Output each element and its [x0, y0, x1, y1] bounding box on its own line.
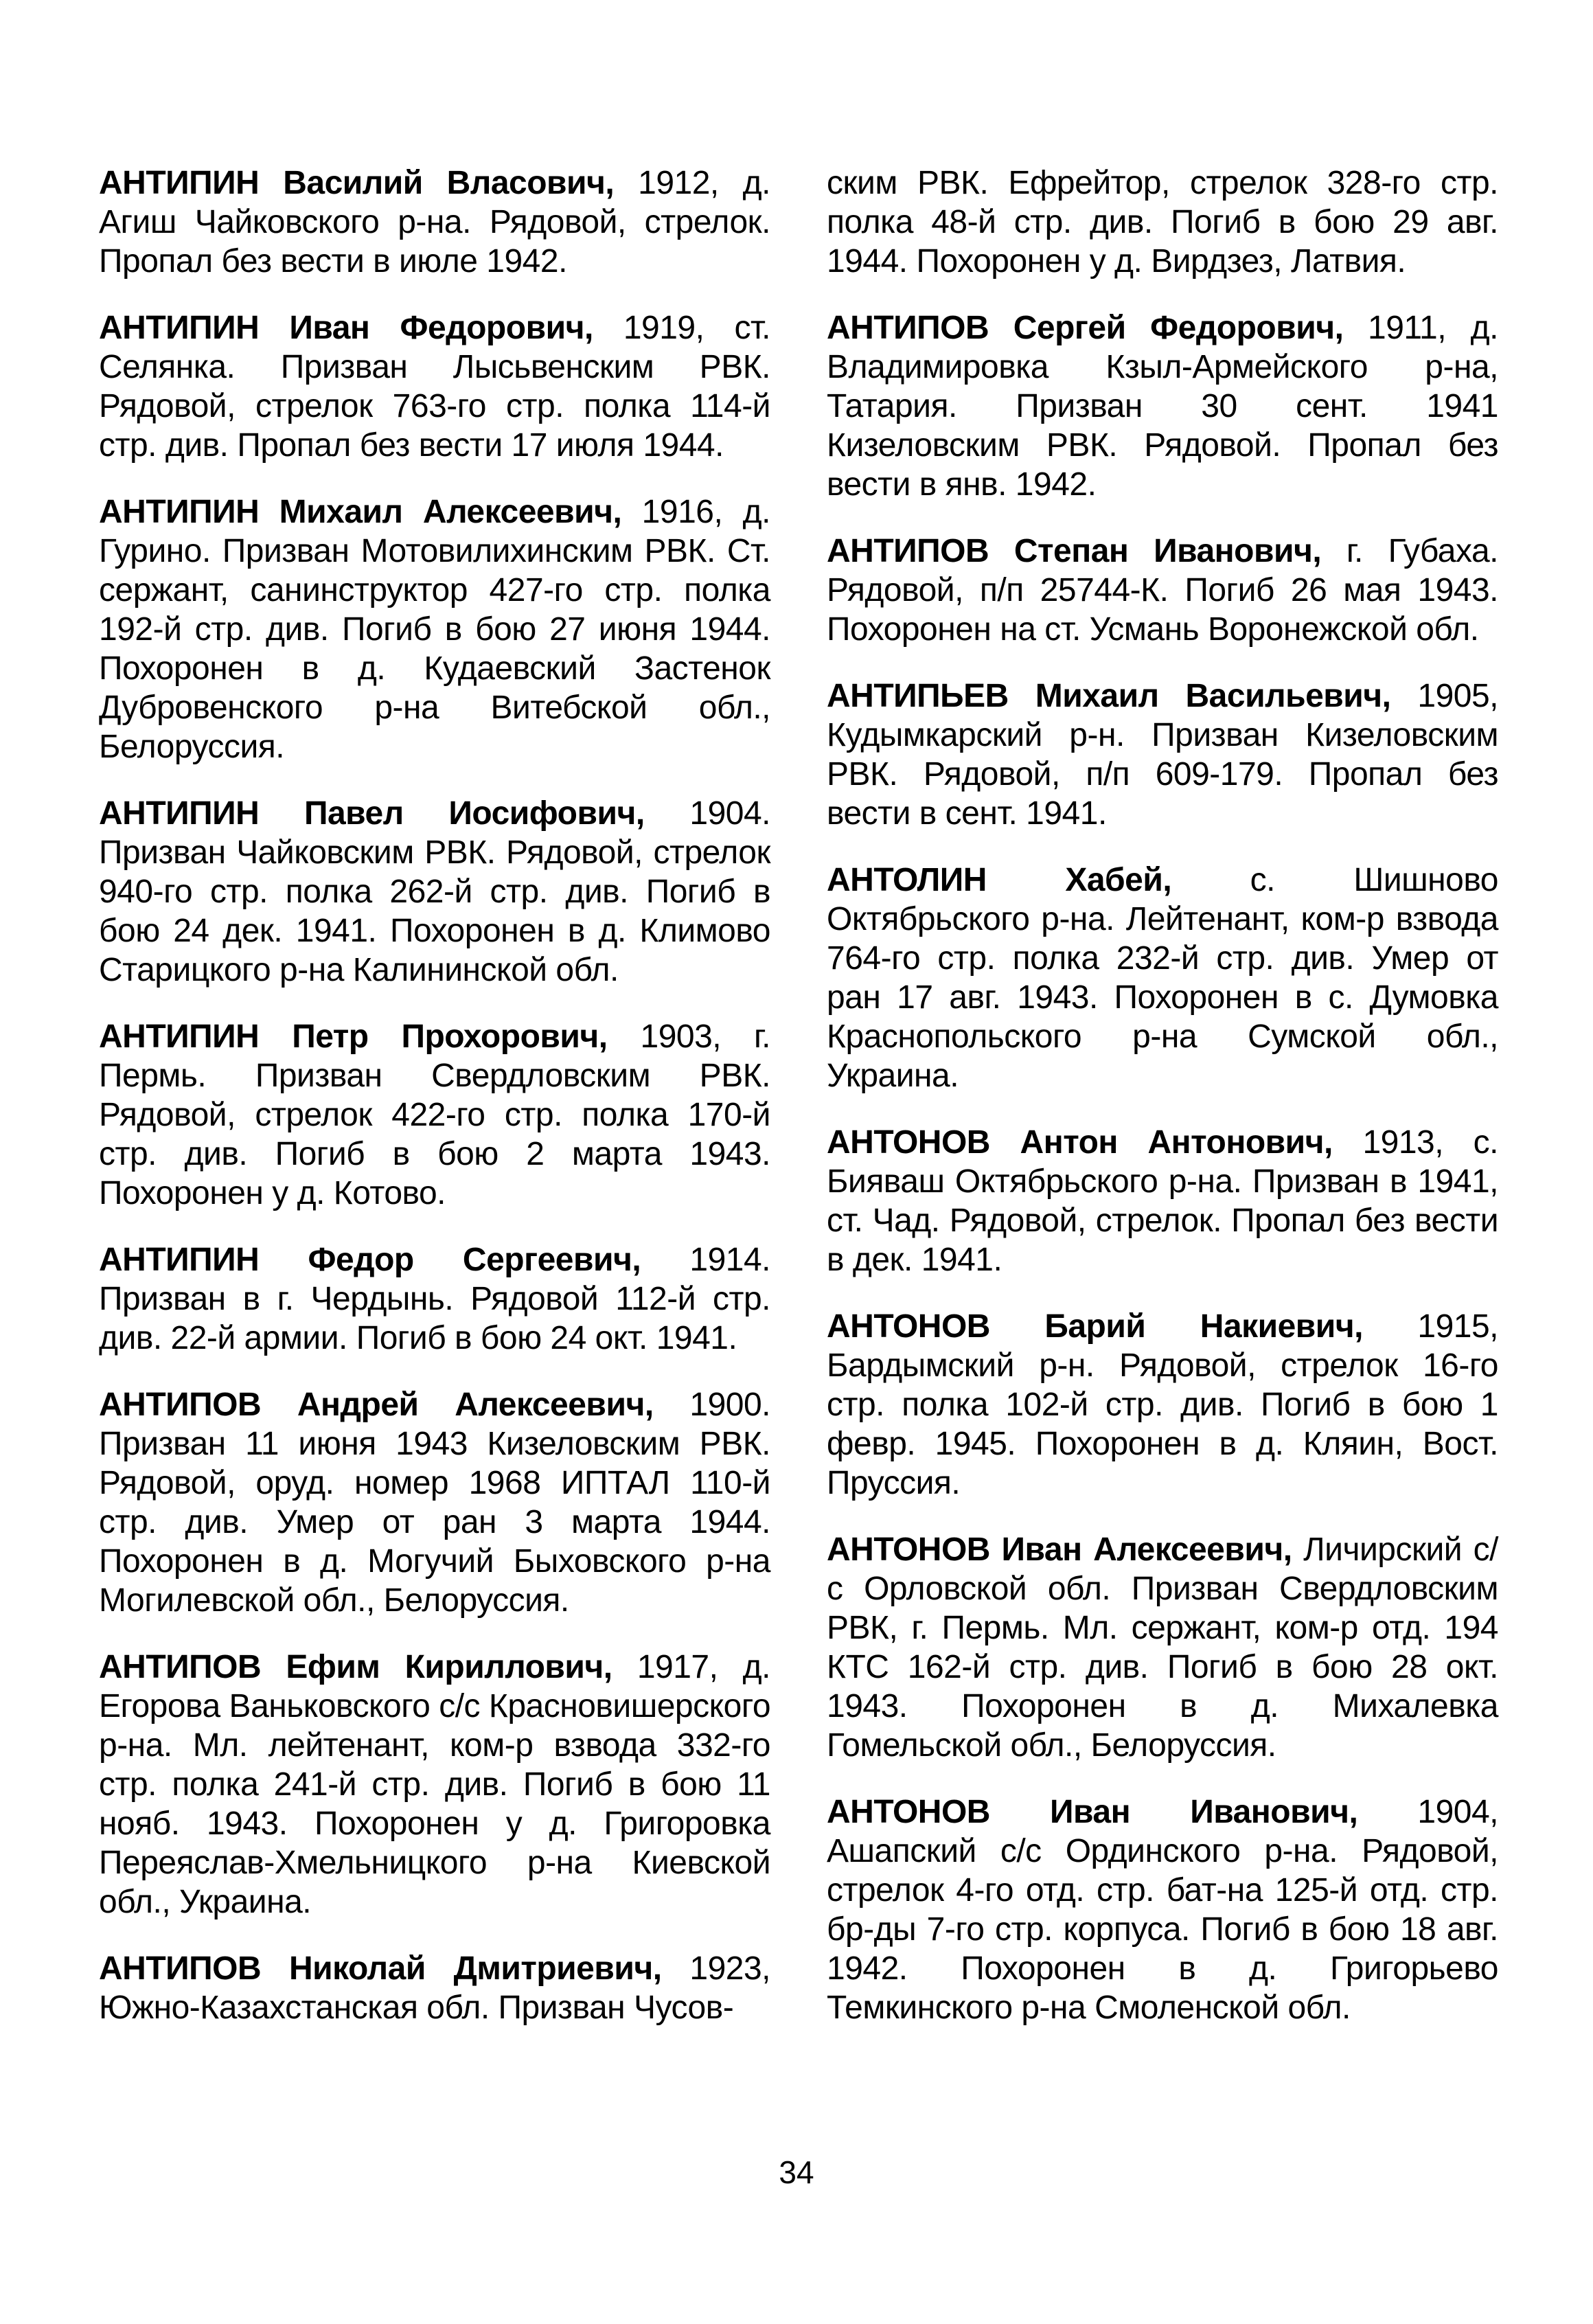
memorial-entry	[99, 1240, 770, 1358]
memorial-entry	[827, 1307, 1498, 1503]
entry-name: АНТОНОВ Барий Накиевич,	[827, 1308, 1364, 1345]
entry-name: АНТИПИН Петр Прохорович,	[99, 1018, 608, 1055]
memorial-entry	[99, 1017, 770, 1213]
entry-details: 1900. Призван 11 июня 1943 Кизеловским РВК. Рядовой, оруд. номер 1968 ИПТАЛ 110-й стр. див. Умер от ран 3 марта 1944. Похоронен в д. Могучий Быховского р-на Могилевской обл., Белоруссия.	[99, 1387, 770, 1619]
entry-name: АНТОНОВ Иван Алексеевич,	[827, 1531, 1292, 1568]
entry-details: 1905, Кудымкарский р-н. Призван Кизеловским РВК. Рядовой, п/п 609-179. Пропал без вести в сент. 1941.	[827, 678, 1498, 832]
memorial-entry	[99, 1949, 770, 2027]
entry-details: 1919, ст. Селянка. Призван Лысьвенским РВК. Рядовой, стрелок 763-го стр. полка 114-й стр. див. Пропал без вести 17 июля 1944.	[99, 310, 770, 464]
entry-details: 1912, д. Агиш Чайковского р-на. Рядовой, стрелок. Пропал без вести в июле 1942.	[99, 165, 770, 280]
entry-details: 1916, д. Гурино. Призван Мотовилихинским РВК. Ст. сержант, санинструктор 427-го стр. полка 192-й стр. див. Погиб в бою 27 июня 1944. Похоронен в д. Кудаевский Застенок Дубровенского р-на Витебской обл., Белоруссия.	[99, 494, 770, 765]
entry-name: АНТИПОВ Степан Иванович,	[827, 533, 1322, 569]
memorial-entry	[827, 532, 1498, 649]
memorial-entry	[99, 163, 770, 281]
memorial-entry	[99, 308, 770, 465]
entry-details: 1914. Призван в г. Чердынь. Рядовой 112-й стр. див. 22-й армии. Погиб в бою 24 окт. 1941.	[99, 1242, 771, 1356]
entry-name: АНТИПИН Федор Сергеевич,	[99, 1242, 641, 1278]
entry-details: с. Шишново Октябрьского р-на. Лейтенант, ком-р взвода 764-го стр. полка 232-й стр. див. Умер от ран 17 авг. 1943. Похоронен в с. Думовка Краснопольского р-на Сумской обл., Украина.	[827, 862, 1498, 1094]
right-column	[827, 163, 1498, 2055]
entry-name: АНТИПИН Иван Федорович,	[99, 310, 593, 346]
memorial-entry	[99, 794, 770, 990]
memorial-entry	[99, 1385, 770, 1620]
entry-name: АНТИПОВ Сергей Федорович,	[827, 310, 1344, 346]
page-number: 34	[779, 2154, 814, 2190]
entry-details: 1915, Бардымский р-н. Рядовой, стрелок 16-го стр. полка 102-й стр. див. Погиб в бою 1 февр. 1945. Похоронен в д. Кляин, Вост. Пруссия.	[827, 1308, 1498, 1501]
entry-name: АНТОНОВ Иван Иванович,	[827, 1794, 1358, 1830]
memorial-entry	[827, 1123, 1498, 1279]
entry-name: АНТИПОВ Андрей Алексеевич,	[99, 1387, 654, 1423]
entry-name: АНТИПИН Василий Власович,	[99, 165, 615, 201]
memorial-entry	[827, 1530, 1498, 1765]
entry-details: 1923, Южно-Казахстанская обл. Призван Чусов-	[99, 1950, 771, 2026]
entry-details: ским РВК. Ефрейтор, стрелок 328-го стр. полка 48-й стр. див. Погиб в бою 29 авг. 1944. Похоронен у д. Вирдзез, Латвия.	[827, 165, 1498, 280]
entry-details: 1913, с. Бияваш Октябрьского р-на. Призван в 1941, ст. Чад. Рядовой, стрелок. Пропал без вести в дек. 1941.	[827, 1124, 1498, 1278]
entry-name: АНТОНОВ Антон Антонович,	[827, 1124, 1333, 1161]
entry-details: 1911, д. Владимировка Кзыл-Армейского р-на, Татария. Призван 30 сент. 1941 Кизеловским РВК. Рядовой. Пропал без вести в янв. 1942.	[827, 310, 1498, 503]
entry-name: АНТИПОВ Николай Дмитриевич,	[99, 1950, 662, 1987]
memorial-entry	[99, 492, 770, 766]
entry-details: 1917, д. Егорова Ваньковского с/с Красновишерского р-на. Мл. лейтенант, ком-р взвода 332-го стр. полка 241-й стр. див. Погиб в бою 11 нояб. 1943. Похоронен у д. Григоровка Переяслав-Хмельницкого р-на Киевской обл., Украина.	[99, 1649, 771, 1920]
memorial-entry	[827, 676, 1498, 833]
memorial-entry	[827, 861, 1498, 1095]
entry-details: г. Губаха. Рядовой, п/п 25744-К. Погиб 26 мая 1943. Похоронен на ст. Усмань Воронежской обл.	[827, 533, 1498, 648]
left-column	[99, 163, 770, 2055]
memorial-entry-continuation	[827, 163, 1498, 281]
memorial-entry	[99, 1648, 770, 1922]
entry-name: АНТИПОВ Ефим Кириллович,	[99, 1649, 612, 1685]
entry-name: АНТИПИН Павел Иосифович,	[99, 795, 645, 832]
entry-name: АНТИПЬЕВ Михаил Васильевич,	[827, 678, 1391, 714]
memorial-entry	[827, 1792, 1498, 2027]
entry-details: 1903, г. Пермь. Призван Свердловским РВК. Рядовой, стрелок 422-го стр. полка 170-й стр. див. Погиб в бою 2 марта 1943. Похоронен у д. Котово.	[99, 1018, 770, 1211]
entry-details: Личирский с/с Орловской обл. Призван Свердловским РВК, г. Пермь. Мл. сержант, ком-р отд. 194 КТС 162-й стр. див. Погиб в бою 28 окт. 1943. Похоронен в д. Михалевка Гомельской обл., Белоруссия.	[827, 1531, 1498, 1764]
memorial-entry	[827, 308, 1498, 504]
entry-details: 1904, Ашапский с/с Ординского р-на. Рядовой, стрелок 4-го отд. стр. бат-на 125-й отд. стр. бр-ды 7-го стр. корпуса. Погиб в бою 18 авг. 1942. Похоронен в д. Григорьево Темкинского р-на Смоленской обл.	[827, 1794, 1498, 2026]
entry-name: АНТИПИН Михаил Алексеевич,	[99, 494, 622, 530]
entry-name: АНТОЛИН Хабей,	[827, 862, 1172, 898]
entry-details: 1904. Призван Чайковским РВК. Рядовой, стрелок 940-го стр. полка 262-й стр. див. Погиб в бою 24 дек. 1941. Похоронен в д. Климово Старицкого р-на Калининской обл.	[99, 795, 771, 988]
